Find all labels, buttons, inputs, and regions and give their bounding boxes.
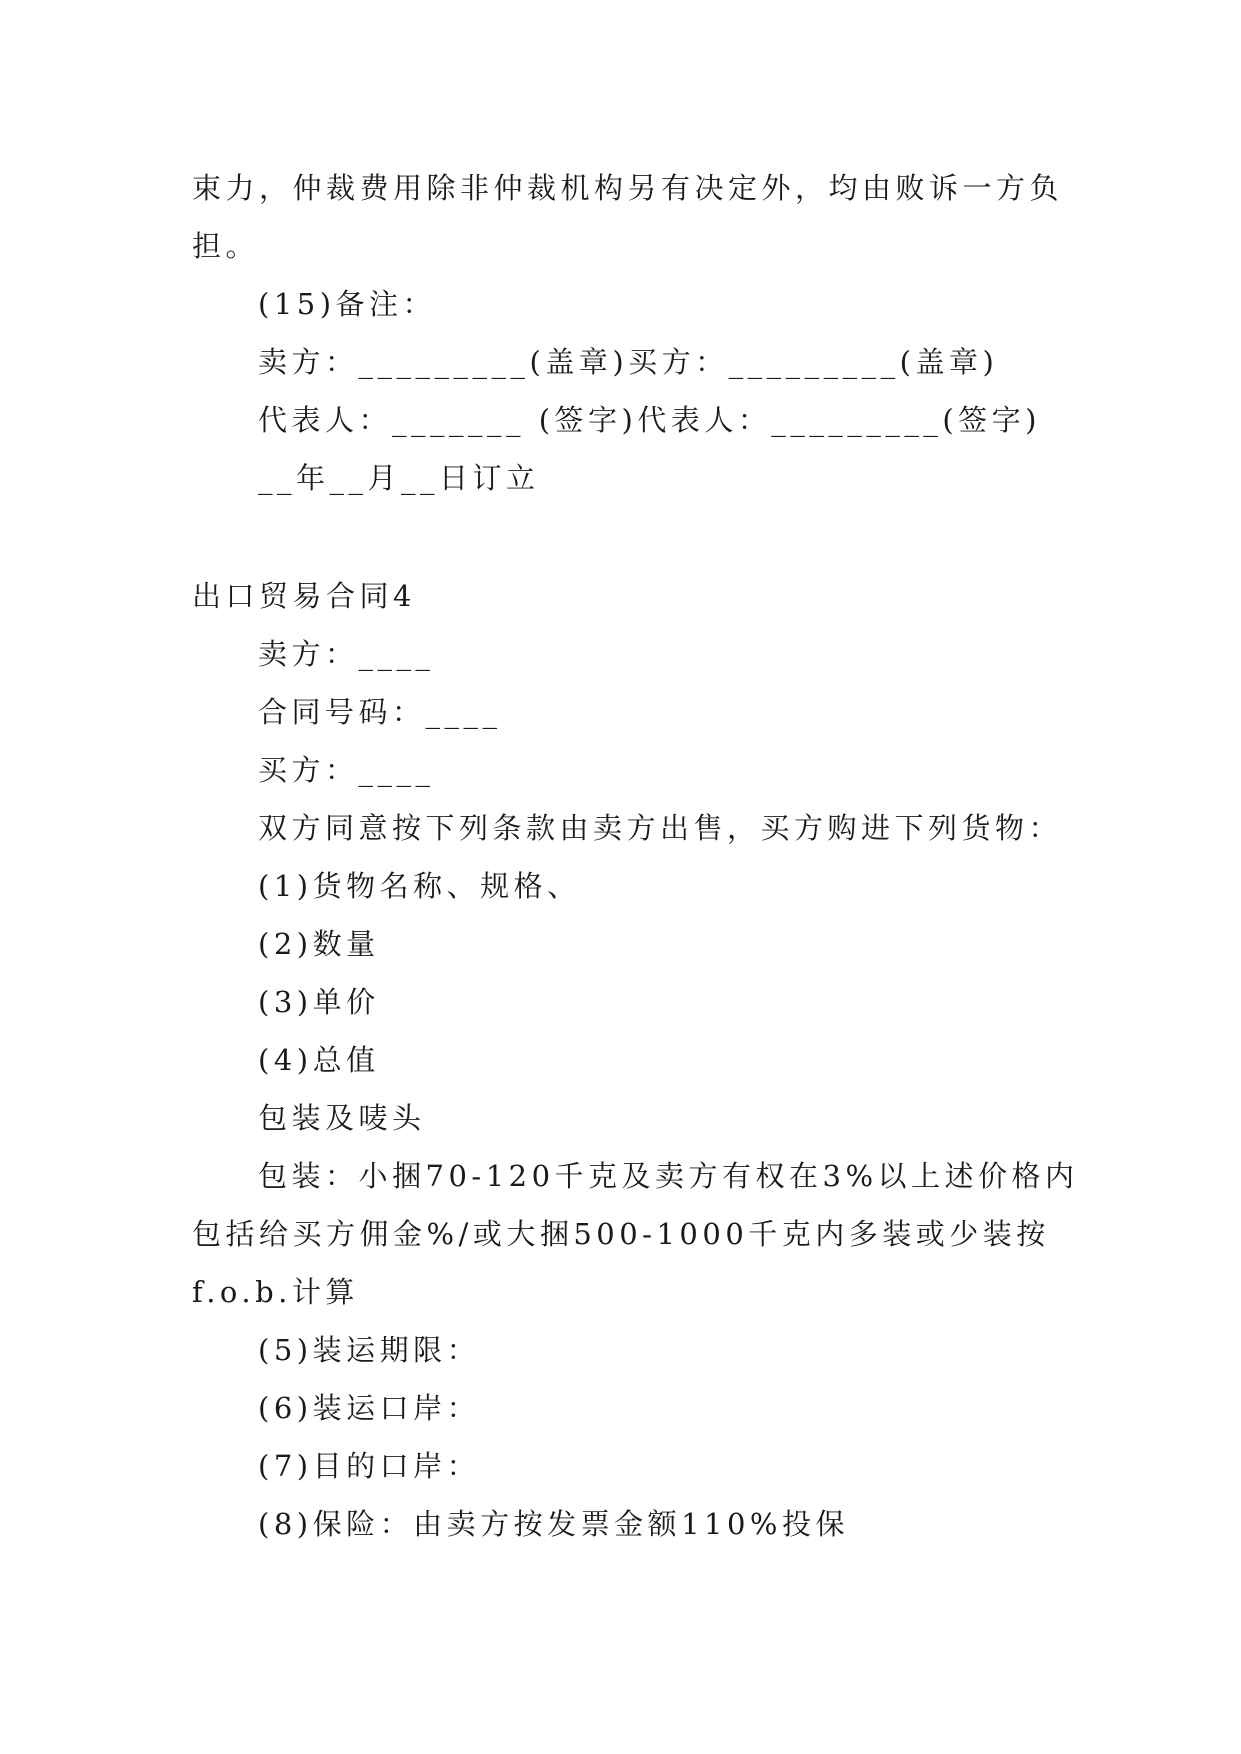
clause-total-value: (4)总值 (258, 1043, 380, 1077)
buyer-field: 买方：____ (258, 753, 435, 787)
signature-date: __年__月__日订立 (258, 461, 540, 495)
signature-representatives: 代表人：_______ (签字)代表人：_________(签字) (258, 403, 1041, 437)
clause-port-of-destination: (7)目的口岸： (258, 1449, 481, 1483)
clause-shipment-period: (5)装运期限： (258, 1333, 481, 1367)
packing-marks-heading: 包装及唛头 (258, 1101, 426, 1135)
clause-quantity: (2)数量 (258, 927, 380, 961)
agreement-statement: 双方同意按下列条款由卖方出售，买方购进下列货物： (258, 811, 1063, 845)
clause-remarks: (15)备注： (258, 287, 437, 321)
packing-clause-line-1: 包装：小捆70-120千克及卖方有权在3%以上述价格内 (258, 1159, 1079, 1193)
signature-seller-buyer-seal: 卖方：_________(盖章)买方：_________(盖章) (258, 345, 999, 379)
paragraph-arbitration-end: 担。 (192, 229, 260, 263)
clause-insurance: (8)保险：由卖方按发票金额110%投保 (258, 1507, 849, 1541)
paragraph-arbitration-continued: 束力，仲裁费用除非仲裁机构另有决定外，均由败诉一方负 (192, 171, 1064, 205)
packing-clause-line-2: 包括给买方佣金%/或大捆500-1000千克内多装或少装按 (192, 1217, 1050, 1251)
clause-goods-name: (1)货物名称、规格、 (258, 869, 581, 903)
contract-title: 出口贸易合同4 (192, 579, 416, 613)
contract-number-field: 合同号码：____ (258, 695, 502, 729)
seller-field: 卖方：____ (258, 637, 435, 671)
clause-port-of-loading: (6)装运口岸： (258, 1391, 481, 1425)
clause-unit-price: (3)单价 (258, 985, 380, 1019)
packing-clause-line-3: f.o.b.计算 (192, 1275, 359, 1309)
